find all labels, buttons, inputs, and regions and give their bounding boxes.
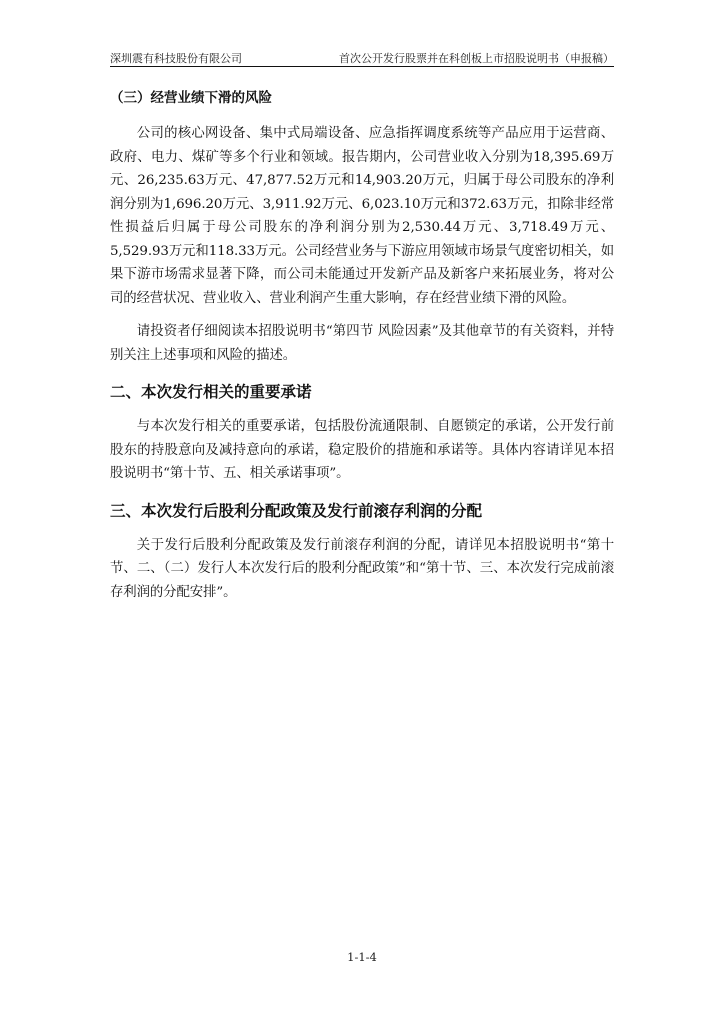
paragraph-commitments: 与本次发行相关的重要承诺，包括股份流通限制、自愿锁定的承诺，公开发行前股东的持股意向及减持意向的承诺，稳定股价的措施和承诺等。具体内容请详见本招股说明书“第十节、五、相关承诺事项”。 [110, 419, 614, 481]
header-company-name: 深圳震有科技股份有限公司 [110, 52, 242, 65]
section-heading-commitments: 二、本次发行相关的重要承诺 [110, 383, 312, 401]
page-header [110, 46, 614, 66]
paragraph-operating-risk: 公司的核心网设备、集中式局端设备、应急指挥调度系统等产品应用于运营商、政府、电力、煤矿等多个行业和领域。报告期内，公司营业收入分别为18,395.69万元、26,235.63万元、47,877.52万元和14,903.20万元，归属于母公司股东的净利润分别为1,696.20万元、3,911.92万元、6,023.10万元和372.63万元，扣除非经常性损益后归属于母公司股东的净利润分别为2,530.44万元、3,718.49万元、5,529.93万元和118.33万元。公司经营业务与下游应用领域市场景气度密切相关，如果下游市场需求显著下降，而公司未能通过开发新产品及新客户来拓展业务，将对公司的经营状况、营业收入、营业利润产生重大影响，存在经营业绩下滑的风险。 [110, 126, 614, 306]
paragraph-dividend-policy: 关于发行后股利分配政策及发行前滚存利润的分配，请详见本招股说明书“第十节、二、（二）发行人本次发行后的股利分配政策”和“第十节、三、本次发行完成前滚存利润的分配安排”。 [110, 537, 614, 600]
page-number: 1-1-4 [347, 950, 377, 964]
header-rule [110, 66, 614, 67]
subheading-operating-risk: （三）经营业绩下滑的风险 [110, 90, 272, 106]
page-body [110, 88, 614, 614]
paragraph-reading-advice: 请投资者仔细阅读本招股说明书“第四节 风险因素”及其他章节的有关资料，并特别关注上述事项和风险的描述。 [110, 324, 614, 363]
header-document-title: 首次公开发行股票并在科创板上市招股说明书（申报稿） [339, 52, 614, 65]
section-heading-dividend-policy: 三、本次发行后股利分配政策及发行前滚存利润的分配 [110, 501, 483, 520]
